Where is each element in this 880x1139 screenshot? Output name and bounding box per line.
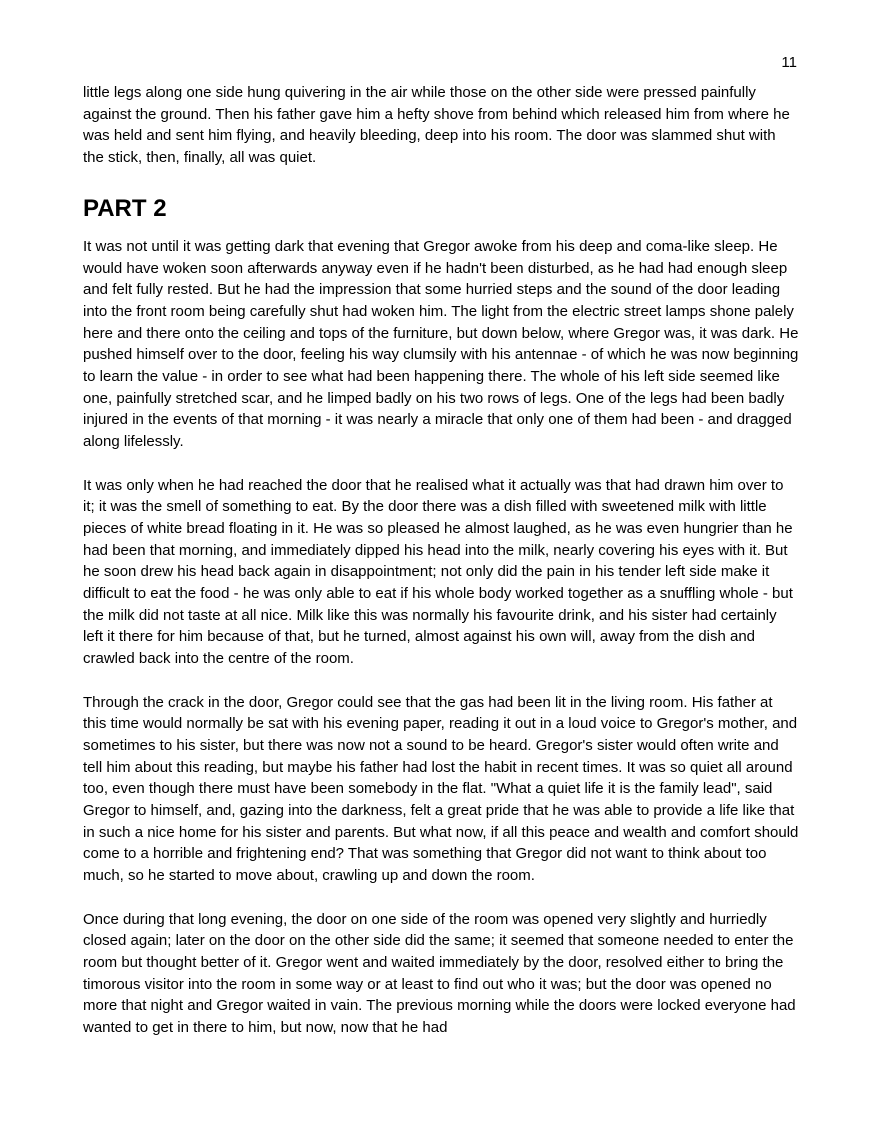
paragraph: Through the crack in the door, Gregor could see that the gas had been lit in the living room. His father at this time would normally be sat with his evening paper, reading it out in a loud voice to Gregor's mother, and sometimes to his sister, but there was now not a sound to be heard. Gregor's sister would often write and tell him about this reading, but maybe his father had lost the habit in recent times. It was so quiet all around too, even though there must have been somebody in the flat. "What a quiet life it is the family lead", said Gregor to himself, and, gazing into the darkness, felt a great pride that he was able to provide a life like that in such a nice home for his sister and parents. But what now, if all this peace and wealth and comfort should come to a horrible and frightening end? That was something that Gregor did not want to think about too much, so he started to move about, crawling up and down the room.: [83, 693, 799, 885]
section-heading: PART 2: [83, 194, 167, 222]
paragraph: Once during that long evening, the door on one side of the room was opened very slightly and hurriedly closed again; later on the door on the other side did the same; it seemed that someone needed to enter the room but thought better of it. Gregor went and waited immediately by the door, resolved either to bring the timorous visitor into the room in some way or at least to find out who it was; but the door was opened no more that night and Gregor waited in vain. The previous morning while the doors were locked everyone had wanted to get in there to him, but now, now that he had: [83, 910, 796, 1037]
paragraph: It was only when he had reached the door that he realised what it actually was that had drawn him over to it; it was the smell of something to eat. By the door there was a dish filled with sweetened milk with little pieces of white bread floating in it. He was so pleased he almost laughed, as he was even hungrier than he had been that morning, and immediately dipped his head into the milk, nearly covering his eyes with it. But he soon drew his head back again in disappointment; not only did the pain in his tender left side make it difficult to eat the food - he was only able to eat if his whole body worked together as a snuffling whole - but the milk did not taste at all nice. Milk like this was normally his favourite drink, and his sister had certainly left it there for him because of that, but he turned, almost against his own will, away from the dish and crawled back into the centre of the room.: [83, 476, 793, 668]
page-number: 11: [781, 54, 797, 71]
page-content: [83, 82, 799, 1039]
paragraph-continued: little legs along one side hung quivering in the air while those on the other side were pressed painfully against the ground. Then his father gave him a hefty shove from behind which released him from where he was held and sent him flying, and heavily bleeding, deep into his room. The door was slammed shut with the stick, then, finally, all was quiet.: [83, 84, 790, 167]
paragraph: It was not until it was getting dark that evening that Gregor awoke from his deep and coma-like sleep. He would have woken soon afterwards anyway even if he hadn't been disturbed, as he had had enough sleep and felt fully rested. But he had the impression that some hurried steps and the sound of the door leading into the front room being carefully shut had woken him. The light from the electric street lamps shone palely here and there onto the ceiling and tops of the furniture, but down below, where Gregor was, it was dark. He pushed himself over to the door, feeling his way clumsily with his antennae - of which he was now beginning to learn the value - in order to see what had been happening there. The whole of his left side seemed like one, painfully stretched scar, and he limped badly on his two rows of legs. One of the legs had been badly injured in the events of that morning - it was nearly a miracle that only one of them had been - and dragged along lifelessly.: [83, 237, 799, 451]
